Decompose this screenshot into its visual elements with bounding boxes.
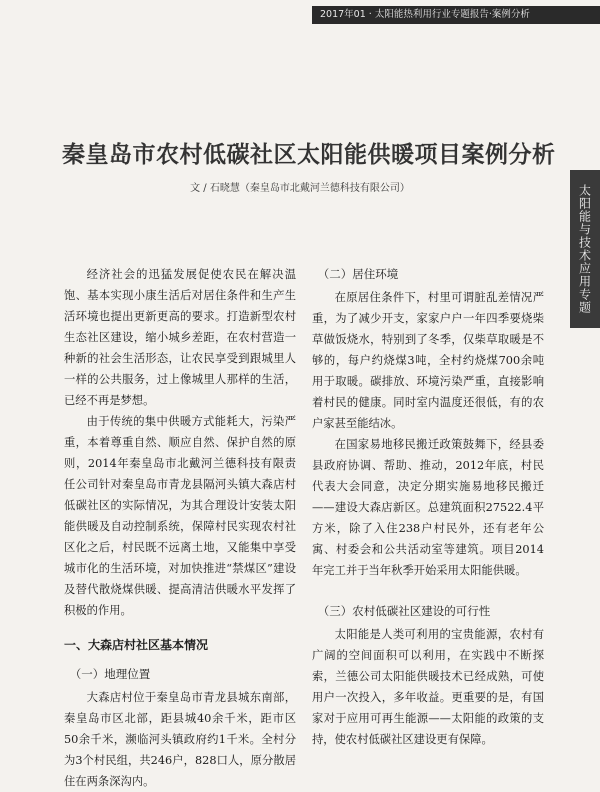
sub-heading-environment: （二）居住环境 xyxy=(317,267,399,281)
article-title: 秦皇岛市农村低碳社区太阳能供暖项目案例分析 xyxy=(62,142,556,168)
journal-banner: 2017年01 · 太阳能热利用行业专题报告·案例分析 xyxy=(312,6,600,24)
paragraph-feasibility: 太阳能是人类可利用的宝贵能源，农村有广阔的空间面积可以利用，在实践中不断探索，兰德公司太阳能供暖技术已经成熟，可使用户一次投入，多年收益。更重要的是，有国家对于应用可再生能源——太阳能的政策的支持，使农村低碳社区建设更有保障。 xyxy=(312,628,544,746)
paragraph-background: 由于传统的集中供暖方式能耗大，污染严重，本着尊重自然、顺应自然、保护自然的原则，2014年秦皇岛市北戴河兰德科技有限责任公司针对秦皇岛市青龙县隔河头镇大森店村低碳社区的实际情况，为其合理设计安装太阳能供暖及自动控制系统，保障村民实现农村社区化之后，村民既不远离土地，又能集中享受城市化的生活环境，对加快推进“禁煤区”建设及替代散烧煤供暖、提高清洁供暖水平发挥了积极的作用。 xyxy=(64,415,296,617)
article-author: 文 / 石晓慧（秦皇岛市北戴河兰德科技有限公司） xyxy=(190,183,410,194)
paragraph-intro: 经济社会的迅猛发展促使农民在解决温饱、基本实现小康生活后对居住条件和生产生活环境也提出更新更高的要求。打造新型农村生态社区建设，缩小城乡差距，在农村营造一种新的社会生活形态，让农民享受到跟城里人一样的公共服务，过上像城里人那样的生活，已经不再是梦想。 xyxy=(64,268,296,407)
paragraph-environment: 在原居住条件下，村里可谓脏乱差情况严重，为了减少开支，家家户户一年四季要烧柴草做饭烧水，特别到了冬季，仅柴草取暖是不够的，每户约烧煤3吨，全村约烧煤700余吨用于取暖。碳排放、环境污染严重，直接影响着村民的健康。同时室内温度还很低，有的农户家甚至能结冰。 xyxy=(312,291,544,430)
section-side-tab: 太阳能与技术应用专题 xyxy=(570,170,600,328)
sub-heading-feasibility: （三）农村低碳社区建设的可行性 xyxy=(317,604,491,618)
left-column xyxy=(64,264,296,792)
paragraph-relocation: 在国家易地移民搬迁政策鼓舞下，经县委县政府协调、帮助、推动，2012年底，村民代表大会同意，决定分期实施易地移民搬迁——建设大森店新区。总建筑面积27522.4平方米，除了入住238户村民外，还有老年公寓、村委会和公共活动室等建筑。项目2014年完工并于当年秋季开始采用太阳能供暖。 xyxy=(312,438,544,577)
right-column xyxy=(312,264,544,750)
section-heading-1: 一、大森店村社区基本情况 xyxy=(64,638,209,652)
sub-heading-location: （一）地理位置 xyxy=(69,667,151,681)
paragraph-location: 大森店村位于秦皇岛市青龙县城东南部，秦皇岛市区北部，距县城40余千米，距市区50余千米，濒临河头镇政府约1千米。全村分为3个村民组，共246户，828口人，原分散居住在两条深沟内。 xyxy=(64,691,296,788)
